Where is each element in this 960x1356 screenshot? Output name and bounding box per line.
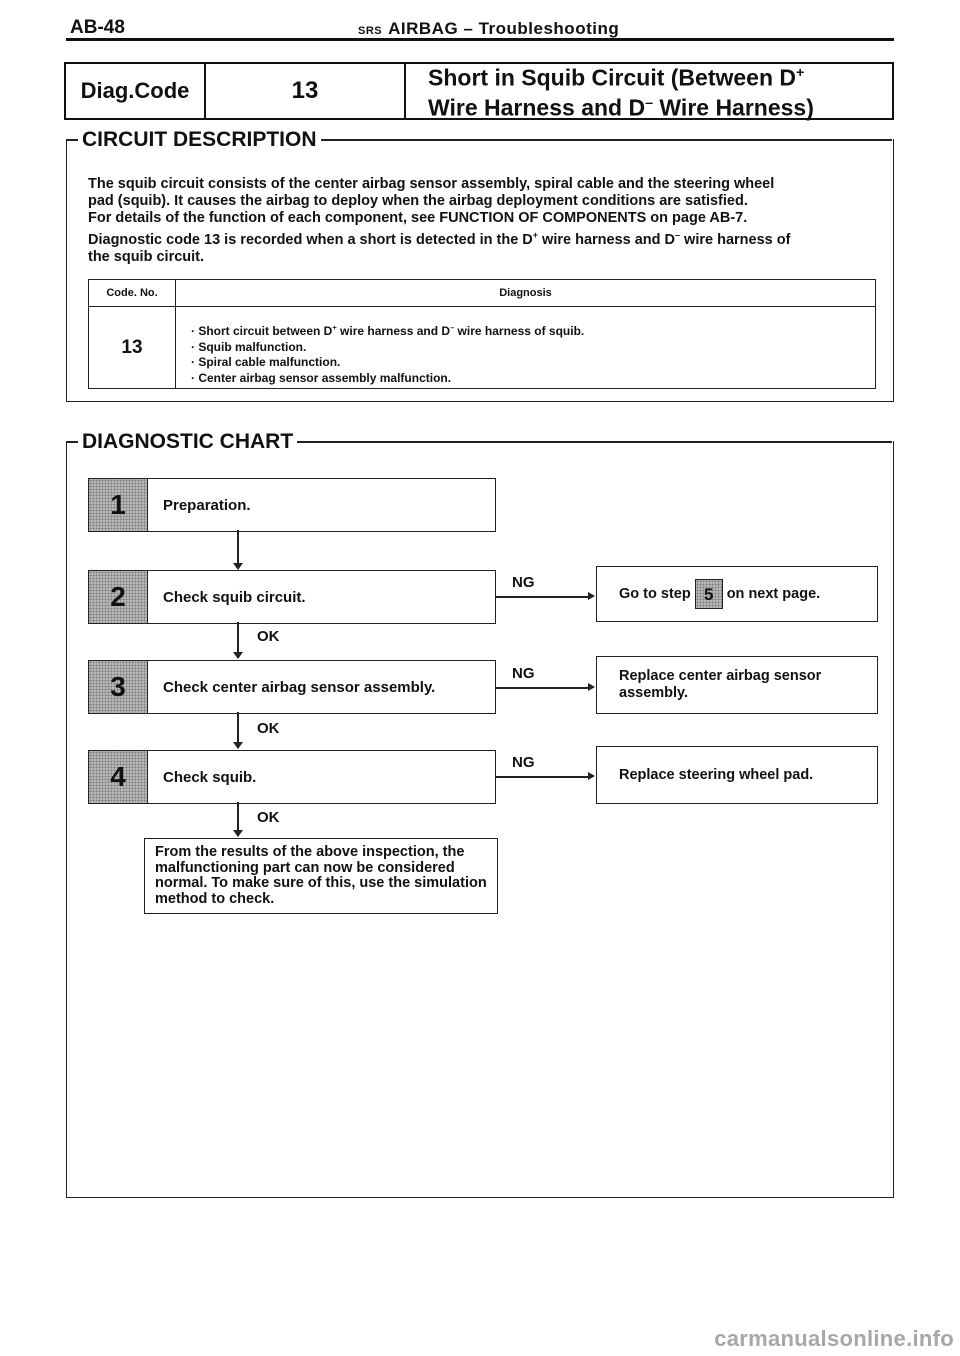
final-result-text: From the results of the above inspection, the malfunctioning part can now be considered normal. To make sure of this, use the simulation method to check. (155, 844, 487, 907)
arrow-down-icon (233, 742, 243, 749)
diag-title-line2b: Wire Harness) (653, 94, 814, 121)
ng-connector (495, 596, 591, 598)
step-4 (88, 750, 496, 804)
step-label: Preparation. (163, 496, 251, 514)
circuit-description-heading: CIRCUIT DESCRIPTION (78, 128, 321, 152)
step-label: Check center airbag sensor assembly. (163, 678, 436, 696)
step-number-badge: 2 (89, 571, 148, 623)
step-label: Check squib. (163, 768, 257, 786)
step-reference-badge: 5 (695, 579, 723, 609)
final-result-box (144, 838, 498, 914)
step-number-badge: 3 (89, 661, 148, 713)
diagnosis-item: · Center airbag sensor assembly malfunction. (191, 370, 452, 385)
diag-code-value: 13 (206, 64, 406, 118)
minus-sup: – (645, 95, 654, 111)
diag-code-label: Diag.Code (66, 64, 206, 118)
ng-connector (495, 776, 591, 778)
header-title-text: AIRBAG – Troubleshooting (388, 19, 620, 38)
step-3 (88, 660, 496, 714)
arrow-down-icon (233, 830, 243, 837)
srs-label: SRS (358, 25, 383, 37)
ok-label: OK (257, 809, 280, 826)
header-title (358, 19, 619, 39)
desc-line-4: Diagnostic code 13 is recorded when a short is detected in the D+ wire harness and D– wire harness of (88, 230, 791, 248)
desc-line-1: The squib circuit consists of the center airbag sensor assembly, spiral cable and the steering wheel (88, 176, 775, 192)
result-text: Go to step 5 on next page. (619, 567, 867, 621)
watermark: carmanualsonline.info (714, 1326, 954, 1351)
desc-line-3: For details of the function of each component, see FUNCTION OF COMPONENTS on page AB-7. (88, 210, 748, 226)
step-number-badge: 1 (89, 479, 148, 531)
code-diagnosis-table (88, 279, 876, 389)
diagnostic-chart-heading: DIAGNOSTIC CHART (78, 430, 297, 454)
arrow-down-icon (233, 563, 243, 570)
diag-title-line1: Short in Squib Circuit (Between D (428, 65, 797, 91)
step-1 (88, 478, 496, 532)
ng-label: NG (512, 574, 535, 591)
arrow-right-icon (588, 683, 595, 691)
arrow-down-icon (233, 652, 243, 659)
result-step-2 (596, 566, 878, 622)
result-text: Replace steering wheel pad. (619, 766, 814, 783)
ng-connector (495, 687, 591, 689)
desc-line-2: pad (squib). It causes the airbag to deploy when the airbag deployment conditions are satisfied. (88, 193, 748, 209)
table-header-code: Code. No. (89, 280, 176, 307)
ok-label: OK (257, 628, 280, 645)
step-label: Check squib circuit. (163, 588, 306, 606)
arrow-right-icon (588, 772, 595, 780)
table-cell-code: 13 (89, 307, 176, 388)
diagnosis-item: · Short circuit between D+ wire harness and D– wire harness of squib. (191, 323, 585, 338)
circuit-description-text (88, 176, 888, 266)
diagnosis-item: · Spiral cable malfunction. (191, 355, 341, 369)
diag-code-title (428, 64, 814, 121)
table-header-diagnosis: Diagnosis (176, 280, 875, 307)
table-cell-diagnosis (191, 320, 584, 386)
plus-sup: + (796, 65, 805, 82)
ng-label: NG (512, 754, 535, 771)
step-number-badge: 4 (89, 751, 148, 803)
result-text: Replace center airbag sensor assembly. (619, 668, 822, 701)
diag-title-line2a: Wire Harness and D (428, 94, 646, 121)
diagnosis-item: · Squib malfunction. (191, 339, 307, 354)
ok-label: OK (257, 720, 280, 737)
result-step-4 (596, 746, 878, 804)
arrow-right-icon (588, 592, 595, 600)
step-2 (88, 570, 496, 624)
page-number: AB-48 (70, 17, 125, 38)
result-step-3 (596, 656, 878, 714)
diagnostic-chart-section (66, 441, 894, 1198)
ng-label: NG (512, 665, 535, 682)
desc-line-5: the squib circuit. (88, 248, 205, 265)
diag-code-box (64, 62, 894, 120)
header-rule (66, 38, 894, 41)
